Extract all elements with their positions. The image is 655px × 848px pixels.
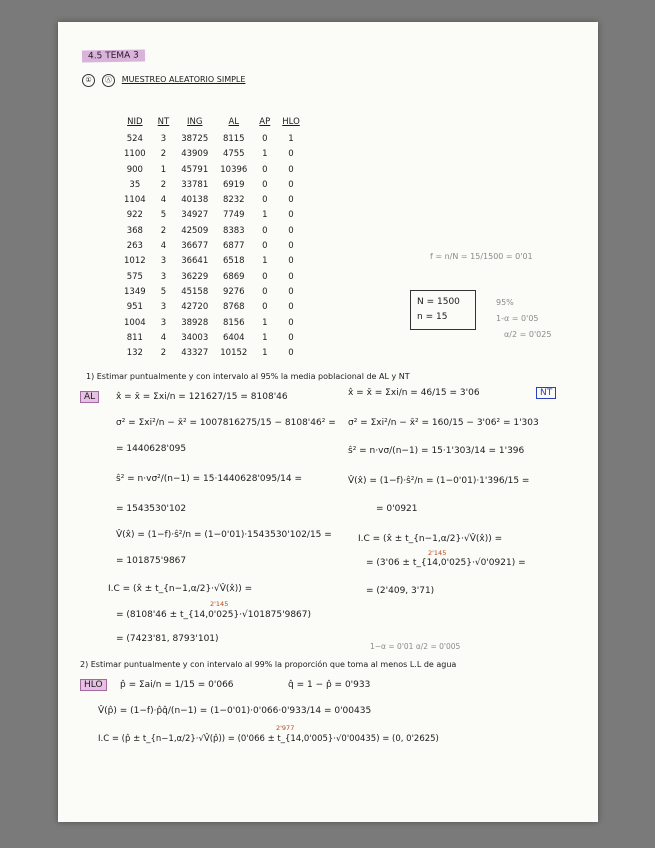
cell-nt: 2 (160, 348, 167, 359)
nt-ci-formula: I.C = (x̂ ± t_{n−1,α/2}·√V̂(x̂)) = (358, 534, 503, 544)
cell-nid: 524 (126, 133, 143, 144)
table-row (118, 238, 306, 253)
cell-ap: 1 (262, 149, 268, 160)
cell-nid: 1100 (124, 149, 146, 160)
question-2: 2) Estimar puntualmente y con intervalo al 99% la proporción que toma al menos L.L de agua (80, 660, 457, 669)
cell-ap: 1 (262, 210, 268, 221)
al-ci-formula: I.C = (x̂ ± t_{n−1,α/2}·√V̂(x̂)) = (108, 584, 253, 594)
cell-nid: 35 (129, 179, 141, 190)
notebook-page (58, 22, 598, 822)
cell-hlo: 0 (288, 179, 294, 190)
cell-nt: 3 (160, 271, 167, 282)
table-row (118, 177, 306, 192)
cell-nid: 811 (126, 332, 143, 343)
cell-nt: 5 (160, 286, 167, 297)
cell-hlo: 1 (288, 133, 294, 144)
cell-al: 7749 (222, 210, 245, 221)
cell-ap: 0 (262, 271, 268, 282)
nt-ci-result: = (2'409, 3'71) (366, 586, 435, 596)
cell-nt: 4 (160, 195, 167, 206)
cell-ing: 36641 (181, 256, 209, 267)
proportion-ci: I.C = (p̂ ± t_{n−1,α/2}·√V̂(p̂)) = (0'066 ± t_{14,0'005}·√0'00435) = (0, 0'2625) (98, 734, 439, 744)
alpha-value: 1-α = 0'05 (496, 314, 539, 323)
al-ci-result: = (7423'81, 8793'101) (116, 634, 219, 644)
cell-ing: 43909 (181, 149, 209, 160)
al-estimator-variance-result: = 101875'9867 (116, 556, 187, 566)
cell-ing: 45158 (181, 286, 209, 297)
complement-estimate: q̂ = 1 − p̂ = 0'933 (288, 680, 371, 690)
al-ci-substituted: = (8108'46 ± t_{14,0'025}·√101875'9867) (116, 610, 312, 620)
col-al: AL (228, 116, 240, 127)
cell-nt: 1 (160, 164, 167, 175)
cell-hlo: 0 (288, 317, 294, 328)
cell-nt: 4 (160, 332, 167, 343)
table-row (118, 300, 306, 315)
cell-nt: 5 (160, 210, 167, 221)
cell-ap: 0 (262, 179, 268, 190)
alpha-half-value: α/2 = 0'025 (504, 330, 552, 339)
cell-ing: 38928 (181, 317, 209, 328)
col-nid: NID (127, 116, 143, 127)
cell-ing: 33781 (181, 179, 209, 190)
item-number: ① (82, 74, 95, 87)
cell-hlo: 0 (288, 271, 294, 282)
al-variance-result: = 1440628'095 (116, 444, 187, 454)
table-row (118, 345, 306, 360)
cell-ap: 0 (262, 195, 268, 206)
proportion-estimate: p̂ = Σai/n = 1/15 = 0'066 (120, 680, 234, 690)
cell-hlo: 0 (288, 241, 294, 252)
cell-nid: 132 (126, 348, 143, 359)
cell-ing: 45791 (181, 164, 209, 175)
nt-ci-substituted: = (3'06 ± t_{14,0'025}·√0'0921) = (366, 558, 526, 568)
table-row (118, 131, 306, 146)
section-heading (82, 74, 245, 87)
hlo-tag: HLO (80, 680, 107, 690)
cell-ing: 36229 (181, 271, 209, 282)
al-tag: AL (80, 392, 99, 402)
hlo-t-value: 2'977 (276, 724, 295, 732)
cell-nid: 263 (126, 241, 143, 252)
proportion-variance: V̂(p̂) = (1−f)·p̂q̂/(n−1) = (1−0'01)·0'066·0'933/14 = 0'00435 (98, 706, 372, 716)
cell-ap: 1 (262, 332, 268, 343)
nt-tag: NT (536, 388, 556, 398)
question-1: 1) Estimar puntualmente y con intervalo al 95% la media poblacional de AL y NT (86, 372, 410, 381)
cell-hlo: 0 (288, 164, 294, 175)
cell-nid: 1104 (124, 195, 146, 206)
nt-mean: x̂ = x̄ = Σxi/n = 46/15 = 3'06 (348, 388, 480, 398)
cell-al: 8156 (222, 317, 245, 328)
cell-ap: 0 (262, 286, 268, 297)
cell-nid: 1349 (124, 286, 146, 297)
col-ap: AP (259, 116, 271, 127)
cell-nt: 3 (160, 256, 167, 267)
cell-nt: 4 (160, 241, 167, 252)
cell-nid: 368 (126, 225, 143, 236)
cell-nid: 1012 (124, 256, 146, 267)
cell-ap: 0 (262, 164, 268, 175)
nt-variance: σ² = Σxi²/n − x̄² = 160/15 − 3'06² = 1'303 (348, 418, 539, 428)
cell-ing: 43327 (181, 348, 209, 359)
cell-al: 8768 (222, 302, 245, 313)
nt-t-value: 2'145 (428, 549, 447, 557)
cell-al: 6869 (222, 271, 245, 282)
population-size: N = 1500 (417, 297, 460, 307)
alpha-note: 1−α = 0'01 α/2 = 0'005 (370, 642, 461, 651)
topic-tag: 4.5 TEMA 3 (82, 49, 145, 62)
cell-ing: 38725 (181, 133, 209, 144)
cell-nt: 2 (160, 149, 167, 160)
cell-hlo: 0 (288, 225, 294, 236)
cell-ap: 0 (262, 225, 268, 236)
cell-hlo: 0 (288, 195, 294, 206)
cell-nt: 2 (160, 225, 167, 236)
cell-nt: 3 (160, 133, 167, 144)
cell-al: 8115 (222, 133, 245, 144)
cell-al: 9276 (222, 286, 245, 297)
cell-al: 10396 (220, 164, 248, 175)
cell-ing: 36677 (181, 241, 209, 252)
table-row (118, 330, 306, 345)
cell-nt: 2 (160, 179, 167, 190)
table-row (118, 315, 306, 330)
cell-hlo: 0 (288, 256, 294, 267)
table-row (118, 223, 306, 238)
cell-nt: 3 (160, 302, 167, 313)
cell-nt: 3 (160, 317, 167, 328)
cell-al: 6877 (222, 241, 245, 252)
cell-ap: 0 (262, 302, 268, 313)
section-title: MUESTREO ALEATORIO SIMPLE (121, 75, 246, 84)
nt-estimator-variance-result: = 0'0921 (376, 504, 418, 514)
col-ing: ING (187, 116, 203, 127)
cell-ing: 34003 (181, 332, 209, 343)
al-mean: x̂ = x̄ = Σxi/n = 121627/15 = 8108'46 (116, 392, 288, 402)
cell-ing: 42509 (181, 225, 209, 236)
sample-table (118, 114, 306, 361)
cell-nid: 922 (126, 210, 143, 221)
cell-ap: 1 (262, 348, 268, 359)
cell-ing: 40138 (181, 195, 209, 206)
cell-al: 6404 (222, 332, 245, 343)
table-row (118, 147, 306, 162)
cell-hlo: 0 (288, 302, 294, 313)
cell-ap: 1 (262, 317, 268, 328)
cell-al: 8383 (222, 225, 245, 236)
cell-nid: 1004 (124, 317, 146, 328)
cell-hlo: 0 (288, 348, 294, 359)
cell-ing: 34927 (181, 210, 209, 221)
nt-estimator-variance: V̂(x̂) = (1−f)·ŝ²/n = (1−0'01)·1'396/15 = (348, 476, 530, 486)
al-quasivariance: ŝ² = n·vσ²/(n−1) = 15·1440628'095/14 = (116, 474, 302, 484)
al-estimator-variance: V̂(x̂) = (1−f)·ŝ²/n = (1−0'01)·1543530'102/15 = (116, 530, 332, 540)
al-variance: σ² = Σxi²/n − x̄² = 1007816275/15 − 8108'46² = (116, 418, 336, 428)
sampling-fraction: f = n/N = 15/1500 = 0'01 (430, 252, 533, 261)
cell-hlo: 0 (288, 149, 294, 160)
cell-ing: 42720 (181, 302, 209, 313)
table-row (118, 284, 306, 299)
cell-nid: 951 (126, 302, 143, 313)
cell-al: 4755 (222, 149, 245, 160)
al-quasivariance-result: = 1543530'102 (116, 504, 187, 514)
table-row (118, 254, 306, 269)
cell-ap: 0 (262, 133, 268, 144)
table-row (118, 269, 306, 284)
col-nt: NT (157, 116, 170, 127)
population-box (410, 290, 476, 330)
cell-hlo: 0 (288, 210, 294, 221)
table-row (118, 162, 306, 177)
cell-nid: 575 (126, 271, 143, 282)
table-row (118, 192, 306, 207)
cell-hlo: 0 (288, 332, 294, 343)
cell-nid: 900 (126, 164, 143, 175)
nt-quasivariance: ŝ² = n·vσ/(n−1) = 15·1'303/14 = 1'396 (348, 446, 525, 456)
cell-al: 6518 (222, 256, 245, 267)
cell-al: 10152 (220, 348, 248, 359)
item-letter: Ⓐ (102, 74, 115, 87)
col-hlo: HLO (282, 116, 300, 127)
cell-al: 8232 (222, 195, 245, 206)
cell-hlo: 0 (288, 286, 294, 297)
cell-ap: 0 (262, 241, 268, 252)
sample-size: n = 15 (417, 312, 448, 322)
al-t-value: 2'145 (210, 600, 229, 608)
table-row (118, 208, 306, 223)
confidence-level: 95% (496, 298, 514, 307)
cell-al: 6919 (222, 179, 245, 190)
cell-ap: 1 (262, 256, 268, 267)
